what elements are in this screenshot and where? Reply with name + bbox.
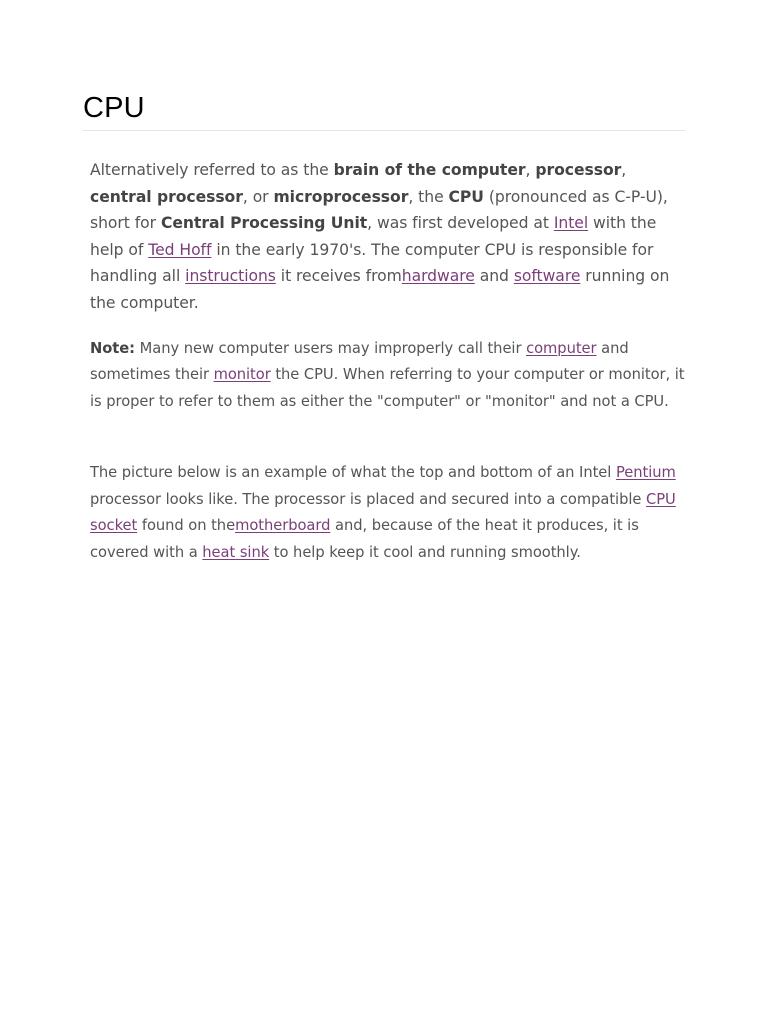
- term-central-processing-unit: Central Processing Unit: [160, 214, 368, 232]
- term-microprocessor: microprocessor: [273, 187, 409, 206]
- text: and, because of the heat it produces, it is covered with a: [90, 517, 639, 561]
- text: ,: [621, 161, 627, 179]
- text: found on the: [137, 517, 236, 534]
- link-ted-hoff[interactable]: Ted Hoff: [148, 240, 212, 259]
- note-label: Note:: [90, 340, 135, 357]
- text: (pronounced as C-P-U), short for: [90, 187, 668, 232]
- link-monitor[interactable]: monitor: [213, 366, 271, 384]
- picture-paragraph: [90, 460, 690, 566]
- text: , was first developed at: [367, 214, 554, 232]
- page-title: CPU: [83, 92, 145, 124]
- text: running on the computer.: [90, 267, 670, 312]
- link-intel[interactable]: Intel: [553, 214, 589, 232]
- text: The picture below is an example of what the top and bottom of an Intel: [90, 464, 616, 481]
- term-cpu: CPU: [448, 187, 484, 206]
- text: the CPU. When referring to your computer or monitor, it is proper to refer to them as either the "computer" or "monitor" and not a CPU.: [90, 366, 685, 410]
- text: in the early 1970's. The computer CPU is responsible for handling all: [90, 240, 654, 285]
- link-hardware[interactable]: hardware: [401, 267, 475, 285]
- text: , the: [408, 187, 449, 206]
- note-paragraph: [90, 336, 690, 415]
- link-instructions[interactable]: instructions: [185, 267, 276, 285]
- term-central-processor: central processor: [90, 187, 243, 206]
- intro-paragraph: [90, 157, 690, 316]
- link-motherboard[interactable]: motherboard: [235, 517, 331, 534]
- text: and: [474, 267, 514, 285]
- link-pentium[interactable]: Pentium: [615, 464, 676, 481]
- text: it receives from: [275, 267, 402, 285]
- text: to help keep it cool and running smoothly.: [269, 543, 581, 561]
- text: with the help of: [90, 214, 657, 259]
- link-heat-sink[interactable]: heat sink: [202, 543, 270, 561]
- term-brain-of-the-computer: brain of the computer: [333, 161, 526, 179]
- text: Many new computer users may improperly call their: [135, 340, 527, 357]
- link-cpu-socket[interactable]: CPU socket: [90, 490, 676, 534]
- text: and sometimes their: [90, 340, 629, 384]
- text: , or: [242, 187, 274, 206]
- text: Alternatively referred to as the: [90, 161, 334, 179]
- term-processor: processor: [535, 161, 622, 179]
- link-software[interactable]: software: [513, 267, 581, 285]
- text: processor looks like. The processor is placed and secured into a compatible: [90, 490, 646, 508]
- title-divider: [83, 130, 685, 131]
- link-computer[interactable]: computer: [526, 340, 597, 357]
- text: ,: [525, 161, 536, 179]
